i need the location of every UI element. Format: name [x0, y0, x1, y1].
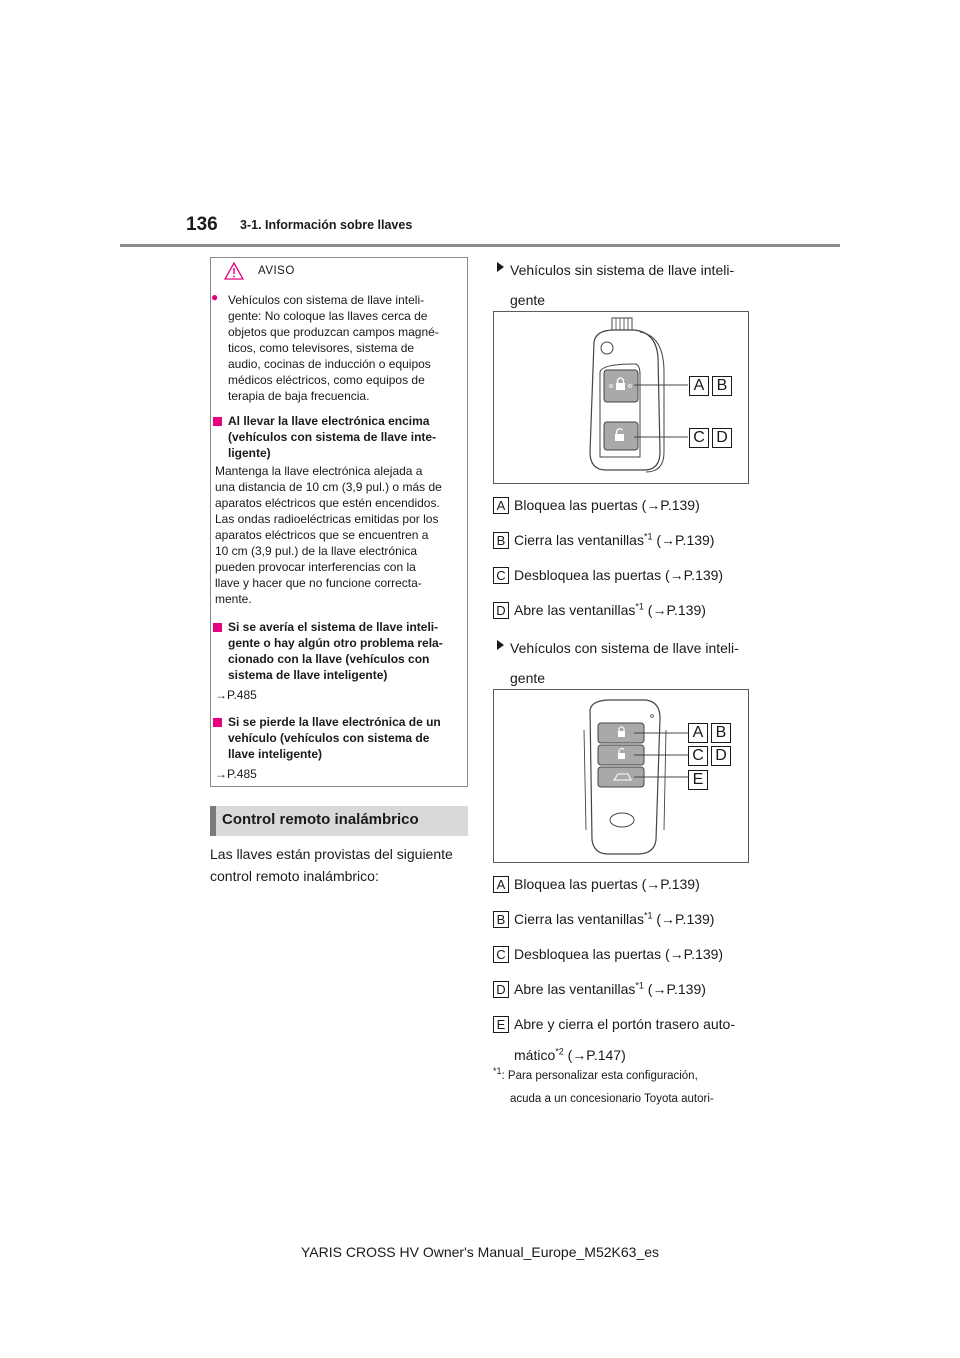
- item-label-a: A: [493, 497, 509, 514]
- arrow-bullet-icon: [497, 262, 504, 272]
- smart-key-illustration: [494, 690, 748, 862]
- item-text: Desbloquea las puertas (→P.139): [514, 567, 724, 583]
- figure-label-c: C: [689, 428, 709, 448]
- page-number: 136: [186, 214, 218, 235]
- item-text-continued: mático$^{*2}$ (→P.147): [514, 1046, 626, 1063]
- warning-title: AVISO: [258, 265, 295, 277]
- item-text: Abre las ventanillas$^{*1}$ (→P.139): [514, 601, 706, 618]
- warning-ref-3: →P.485: [215, 767, 257, 781]
- item-label-d: D: [493, 981, 509, 998]
- warning-triangle-icon: [224, 262, 244, 280]
- header-rule: [120, 244, 840, 247]
- item-text: Bloquea las puertas (→P.139): [514, 497, 700, 513]
- item-text: Bloquea las puertas (→P.139): [514, 876, 700, 892]
- flip-key-illustration: [494, 312, 748, 483]
- item-text: Desbloquea las puertas (→P.139): [514, 946, 724, 962]
- bullet-circle-icon: ●: [211, 290, 219, 304]
- warning-subheading-3: Si se pierde la llave electrónica de un vehículo (vehículos con sistema de llave inteligente): [228, 715, 441, 761]
- warning-ref-2: →P.485: [215, 688, 257, 702]
- section-heading: Control remoto inalámbrico: [222, 811, 419, 828]
- page-footer: YARIS CROSS HV Owner's Manual_Europe_M52K63_es: [300, 1244, 660, 1260]
- figure-label-a: A: [688, 723, 708, 743]
- warning-bullet-1: Vehículos con sistema de llave inteli- gente: No coloque las llaves cerca de objetos que produzcan campos magné- ticos, como televisores, sistema de audio, cocinas de inducción o equipos médicos eléctricos, como equipos de terapia de baja frecuencia.: [228, 293, 439, 403]
- item-text: Cierra las ventanillas$^{*1}$ (→P.139): [514, 910, 715, 927]
- figure-label-a: A: [689, 376, 709, 396]
- item-label-b: B: [493, 532, 509, 549]
- section-title: 3-1. Información sobre llaves: [240, 218, 413, 232]
- item-label-c: C: [493, 567, 509, 584]
- item-text: Abre las ventanillas$^{*1}$ (→P.139): [514, 980, 706, 997]
- bullet-square-icon: [213, 417, 222, 426]
- item-label-c: C: [493, 946, 509, 963]
- intro-paragraph: Las llaves están provistas del siguiente control remoto inalámbrico:: [210, 846, 453, 884]
- figure-label-d: D: [711, 746, 731, 766]
- bullet-square-icon: [213, 623, 222, 632]
- figure-label-b: B: [712, 376, 732, 396]
- group1-title: Vehículos sin sistema de llave inteli- gente: [510, 262, 735, 308]
- footnote: $^{*1}$: Para personalizar esta configuración, acuda a un concesionario Toyota autori-: [493, 1066, 714, 1105]
- item-label-e: E: [493, 1016, 509, 1033]
- item-text: Abre y cierra el portón trasero auto-: [514, 1016, 735, 1032]
- figure-label-d: D: [712, 428, 732, 448]
- item-label-a: A: [493, 876, 509, 893]
- item-text: Cierra las ventanillas$^{*1}$ (→P.139): [514, 531, 715, 548]
- item-label-d: D: [493, 602, 509, 619]
- figure-label-b: B: [711, 723, 731, 743]
- figure-label-e: E: [688, 770, 708, 790]
- group2-title: Vehículos con sistema de llave inteli- gente: [510, 640, 739, 686]
- warning-subheading-1: Al llevar la llave electrónica encima (vehículos con sistema de llave inte- ligente): [228, 414, 437, 460]
- figure-label-c: C: [688, 746, 708, 766]
- warning-subheading-2: Si se avería el sistema de llave inteli- gente o hay algún otro problema rela- cionado con la llave (vehículos con sistema de llave inteligente): [228, 620, 443, 682]
- arrow-bullet-icon: [497, 640, 504, 650]
- warning-paragraph-1: Mantenga la llave electrónica alejada a una distancia de 10 cm (3,9 pul.) o más de aparatos eléctricos que estén encendidos. Las ondas radioeléctricas emitidas por los aparatos eléctricos que se encuentren a 10 cm (3,9 pul.) de la llave electrónica pueden provocar interferencias con la llave y hacer que no funcione correcta- mente.: [215, 464, 442, 606]
- item-label-b: B: [493, 911, 509, 928]
- bullet-square-icon: [213, 718, 222, 727]
